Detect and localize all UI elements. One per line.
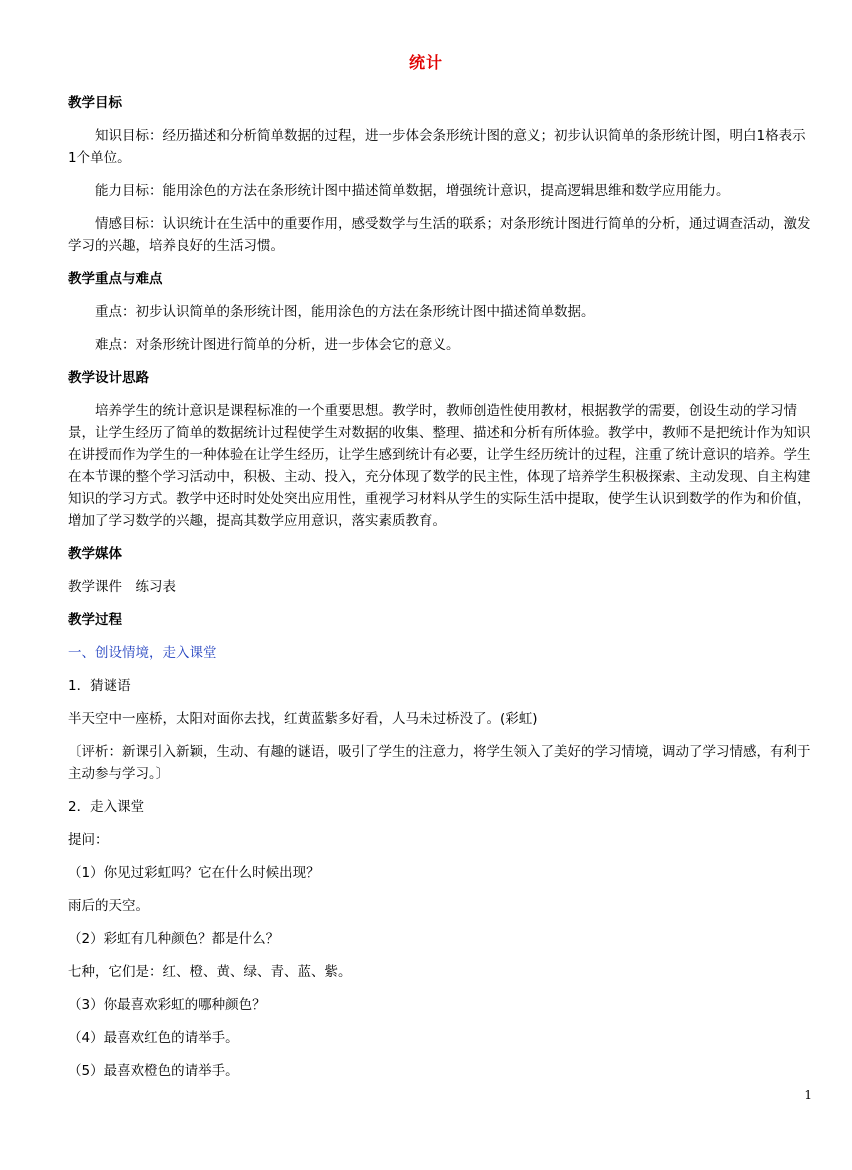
section-heading-key-points: 教学重点与难点	[68, 271, 163, 287]
answer-2: 七种，它们是：红、橙、黄、绿、青、蓝、紫。	[68, 964, 352, 980]
ability-goal-paragraph: 能力目标：能用涂色的方法在条形统计图中描述简单数据，增强统计意识，提高逻辑思维和数学应用能力。	[95, 183, 730, 199]
knowledge-goal-paragraph: 知识目标：经历描述和分析简单数据的过程，进一步体会条形统计图的意义；初步认识简单的条形统计图，明白1格表示1个单位。	[68, 128, 806, 166]
question-5: （5）最喜欢橙色的请举手。	[68, 1063, 239, 1079]
comment-paragraph: 〔评析：新课引入新颖，生动、有趣的谜语，吸引了学生的注意力，将学生领入了美好的学习情境，调动了学习情感，有利于主动参与学习。〕	[68, 744, 811, 782]
step-enter-class-heading: 2．走入课堂	[68, 799, 145, 815]
key-point-paragraph: 重点：初步认识简单的条形统计图，能用涂色的方法在条形统计图中描述简单数据。	[95, 304, 595, 320]
section-heading-goals: 教学目标	[68, 95, 122, 111]
step-riddle-heading: 1．猜谜语	[68, 678, 131, 694]
question-3: （3）你最喜欢彩虹的哪种颜色？	[68, 997, 266, 1013]
ask-paragraph: 提问：	[68, 832, 109, 848]
difficult-point-paragraph: 难点：对条形统计图进行简单的分析，进一步体会它的意义。	[95, 337, 460, 353]
section-heading-design: 教学设计思路	[68, 370, 149, 386]
riddle-paragraph: 半天空中一座桥，太阳对面你去找，红黄蓝紫多好看，人马未过桥没了。(彩虹)	[68, 711, 538, 727]
process-part-one-heading: 一、创设情境，走入课堂	[68, 645, 217, 661]
question-1: （1）你见过彩虹吗？它在什么时候出现？	[68, 865, 320, 881]
document-title: 统计	[408, 53, 443, 72]
design-paragraph: 培养学生的统计意识是课程标准的一个重要思想。教学时，教师创造性使用教材，根据教学的需要，创设生动的学习情景，让学生经历了简单的数据统计过程使学生对数据的收集、整理、描述和分析有所体验。教学中，教师不是把统计作为知识在讲授而作为学生的一种体验在让学生经历，让学生感到统计有必要，让学生经历统计的过程，注重了统计意识的培养。学生在本节课的整个学习活动中，积极、主动、投入，充分体现了数学的民主性，体现了培养学生积极探索、主动发现、自主构建知识的学习方式。教学中还时时处处突出应用性，重视学习材料从学生的实际生活中提取，使学生认识到数学的作为和价值，增加了学习数学的兴趣，提高其数学应用意识，落实素质教育。	[68, 403, 811, 529]
page-number: 1	[804, 1088, 812, 1102]
section-heading-process: 教学过程	[68, 612, 122, 628]
media-paragraph: 教学课件 练习表	[68, 579, 176, 595]
question-2: （2）彩虹有几种颜色？都是什么？	[68, 931, 280, 947]
emotion-goal-paragraph: 情感目标：认识统计在生活中的重要作用，感受数学与生活的联系；对条形统计图进行简单的分析，通过调查活动，激发学习的兴趣，培养良好的生活习惯。	[68, 216, 811, 254]
document-body	[68, 92, 814, 1093]
answer-1: 雨后的天空。	[68, 898, 149, 914]
question-4: （4）最喜欢红色的请举手。	[68, 1030, 239, 1046]
section-heading-media: 教学媒体	[68, 546, 122, 562]
